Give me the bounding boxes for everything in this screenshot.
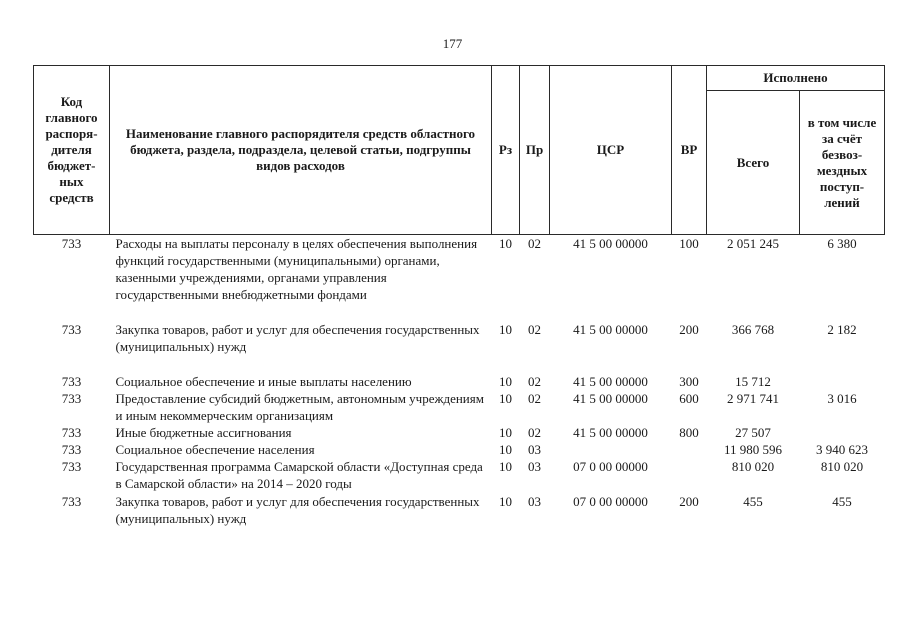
cell-code: 733 bbox=[61, 374, 82, 389]
table-body bbox=[34, 235, 885, 528]
cell-code: 733 bbox=[61, 391, 82, 406]
table-row bbox=[34, 493, 885, 527]
cell-vr bbox=[672, 441, 707, 458]
cell-rz: 10 bbox=[499, 322, 512, 337]
cell-name: Предоставление субсидий бюджетным, автономным учреждениям и иным некоммерческим организациям bbox=[115, 391, 484, 423]
table-row bbox=[34, 441, 885, 458]
cell-vr: 100 bbox=[679, 236, 699, 251]
cell-name: Социальное обеспечение населения bbox=[115, 442, 315, 457]
cell-rz: 10 bbox=[499, 442, 512, 457]
cell-total: 2 971 741 bbox=[727, 391, 779, 406]
header-code: Код главного распоря-дителя бюджет-ных средств bbox=[34, 66, 110, 235]
cell-name: Социальное обеспечение и иные выплаты населению bbox=[115, 374, 412, 389]
cell-rz: 10 bbox=[499, 374, 512, 389]
cell-vr: 200 bbox=[679, 494, 699, 509]
table-row bbox=[34, 424, 885, 441]
cell-free: 455 bbox=[832, 494, 852, 509]
header-name: Наименование главного распорядителя средств областного бюджета, раздела, подраздела, целевой статьи, подгруппы видов расходов bbox=[110, 66, 492, 235]
cell-vr: 800 bbox=[679, 425, 699, 440]
cell-pr: 02 bbox=[528, 425, 541, 440]
cell-total: 2 051 245 bbox=[727, 236, 779, 251]
table-row bbox=[34, 235, 885, 322]
cell-code: 733 bbox=[61, 236, 82, 251]
header-csr: ЦСР bbox=[550, 66, 672, 235]
cell-code: 733 bbox=[61, 459, 82, 474]
cell-free: 2 182 bbox=[827, 322, 857, 337]
cell-pr: 02 bbox=[528, 236, 541, 251]
cell-pr: 02 bbox=[528, 322, 541, 337]
cell-name: Закупка товаров, работ и услуг для обеспечения государственных (муниципальных) нужд bbox=[115, 322, 480, 354]
header-total: Всего bbox=[707, 91, 800, 235]
cell-csr: 41 5 00 00000 bbox=[573, 425, 648, 440]
table-row bbox=[34, 321, 885, 373]
cell-vr bbox=[672, 458, 707, 493]
cell-csr: 07 0 00 00000 bbox=[573, 459, 648, 474]
cell-free: 6 380 bbox=[827, 236, 857, 251]
cell-free: 3 940 623 bbox=[816, 442, 868, 457]
cell-code: 733 bbox=[61, 442, 82, 457]
cell-free bbox=[800, 424, 885, 441]
cell-pr: 03 bbox=[528, 442, 541, 457]
cell-vr: 600 bbox=[679, 391, 699, 406]
cell-total: 27 507 bbox=[735, 425, 771, 440]
cell-csr: 41 5 00 00000 bbox=[573, 322, 648, 337]
cell-pr: 03 bbox=[528, 459, 541, 474]
header-rz: Рз bbox=[492, 66, 520, 235]
cell-total: 810 020 bbox=[731, 459, 775, 474]
cell-pr: 02 bbox=[528, 391, 541, 406]
cell-csr bbox=[550, 441, 672, 458]
cell-csr: 41 5 00 00000 bbox=[573, 236, 648, 251]
cell-pr: 02 bbox=[528, 374, 541, 389]
cell-name: Государственная программа Самарской области «Доступная среда в Самарской области» на 2014 – 2020 годы bbox=[115, 459, 483, 491]
cell-code: 733 bbox=[61, 425, 82, 440]
cell-csr: 07 0 00 00000 bbox=[573, 494, 648, 509]
cell-name: Закупка товаров, работ и услуг для обеспечения государственных (муниципальных) нужд bbox=[115, 494, 480, 526]
header-vr: ВР bbox=[672, 66, 707, 235]
cell-rz: 10 bbox=[499, 425, 512, 440]
cell-total: 15 712 bbox=[735, 374, 771, 389]
cell-name: Расходы на выплаты персоналу в целях обеспечения выполнения функций государственными (муниципальными) органами, казенными учреждениями, органами управления государственными внебюджетными фондами bbox=[115, 236, 478, 302]
cell-code: 733 bbox=[61, 494, 82, 509]
table-row bbox=[34, 390, 885, 424]
cell-code: 733 bbox=[61, 322, 82, 337]
cell-total: 455 bbox=[743, 494, 763, 509]
cell-csr: 41 5 00 00000 bbox=[573, 374, 648, 389]
table-row bbox=[34, 373, 885, 390]
table-row bbox=[34, 458, 885, 493]
header-pr: Пр bbox=[520, 66, 550, 235]
cell-free bbox=[800, 373, 885, 390]
cell-total: 11 980 596 bbox=[723, 442, 783, 457]
cell-vr: 300 bbox=[679, 374, 699, 389]
page-number: 177 bbox=[442, 36, 463, 51]
cell-name: Иные бюджетные ассигнования bbox=[115, 425, 292, 440]
header-free: в том числе за счёт безвоз-мездных поступ-лений bbox=[800, 91, 885, 235]
cell-free: 810 020 bbox=[820, 459, 864, 474]
header-executed: Исполнено bbox=[707, 66, 885, 91]
cell-pr: 03 bbox=[528, 494, 541, 509]
cell-vr: 200 bbox=[679, 322, 699, 337]
cell-csr: 41 5 00 00000 bbox=[573, 391, 648, 406]
cell-rz: 10 bbox=[499, 236, 512, 251]
cell-free: 3 016 bbox=[827, 391, 857, 406]
budget-table bbox=[33, 65, 885, 527]
cell-rz: 10 bbox=[499, 459, 512, 474]
cell-rz: 10 bbox=[499, 391, 512, 406]
cell-rz: 10 bbox=[499, 494, 512, 509]
cell-total: 366 768 bbox=[731, 322, 775, 337]
table-header bbox=[34, 66, 885, 235]
